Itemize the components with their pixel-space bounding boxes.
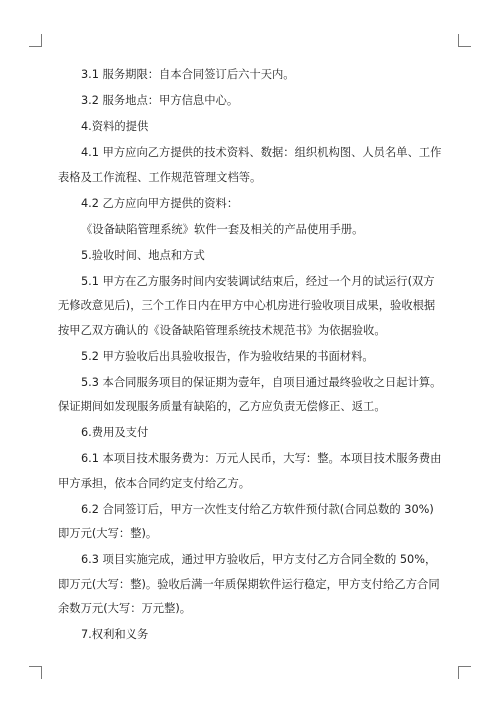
paragraph-6-1: 6.1 本项目技术服务费为：万元人民币，大写：整。本项目技术服务费由甲方承担，依本合同约定支付给乙方。	[58, 452, 442, 490]
paragraph-3-1: 3.1 服务期限：自本合同签订后六十天内。	[81, 68, 295, 81]
paragraph-3-2: 3.2 服务地点：甲方信息中心。	[81, 94, 239, 107]
crop-mark-bottom-left	[29, 666, 42, 679]
paragraph-5-1: 5.1 甲方在乙方服务时间内安装调试结束后，经过一个月的试运行(双方无修改意见后)，三个工作日内在甲方中心机房进行验收项目成果，验收根据按甲乙双方确认的《设备缺陷管理系统技术规范书》为依据验收。	[58, 274, 436, 337]
heading-5: 5.验收时间、地点和方式	[81, 248, 205, 262]
heading-7: 7.权利和义务	[81, 628, 149, 641]
crop-mark-top-right	[458, 34, 471, 47]
paragraph-5-2: 5.2 甲方验收后出具验收报告，作为验收结果的书面材料。	[81, 349, 374, 363]
heading-4: 4.资料的提供	[81, 120, 149, 133]
crop-mark-top-left	[29, 34, 42, 47]
paragraph-4-2: 4.2 乙方应向甲方提供的资料：	[81, 196, 239, 210]
paragraph-6-2: 6.2 合同签订后，甲方一次性支付给乙方软件预付款(合同总数的 30%)即万元(大写：整)。	[58, 502, 434, 540]
paragraph-6-3: 6.3 项目实施完成，通过甲方验收后，甲方支付乙方合同全数的 50%，即万元(大写：整)。验收后满一年质保期软件运行稳定，甲方支付给乙方合同余数万元(大写：万元整)。	[58, 553, 440, 615]
document-body	[58, 63, 444, 649]
paragraph-4-2-detail: 《设备缺陷管理系统》软件一套及相关的产品使用手册。	[81, 222, 364, 236]
paragraph-4-1: 4.1 甲方应向乙方提供的技术资料、数据：组织机构图、人员名单、工作表格及工作流程、工作规范管理文档等。	[58, 146, 442, 184]
heading-6: 6.费用及支付	[81, 426, 149, 439]
crop-mark-bottom-right	[458, 666, 471, 679]
paragraph-5-3: 5.3 本合同服务项目的保证期为壹年，自项目通过最终验收之日起计算。保证期间如发现服务质量有缺陷的，乙方应负责无偿修正、返工。	[58, 375, 442, 413]
